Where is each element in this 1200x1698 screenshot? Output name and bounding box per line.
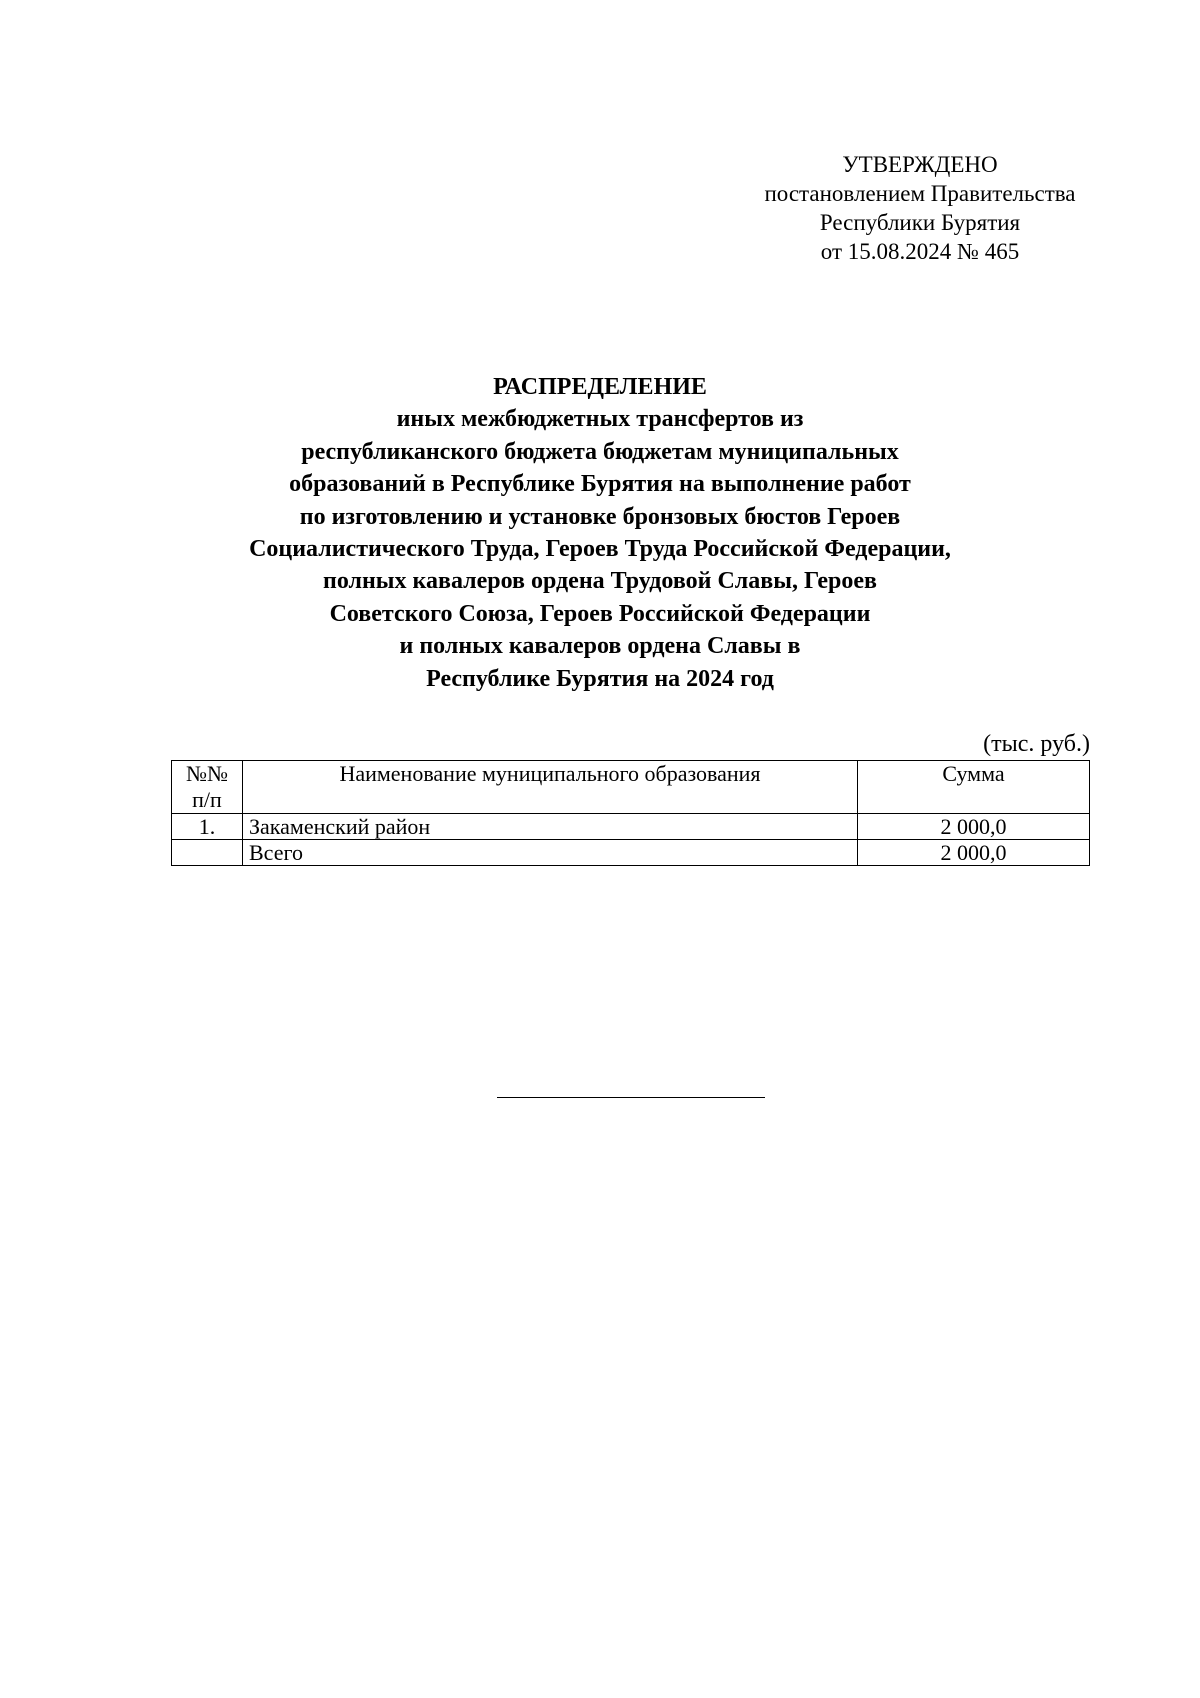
end-separator-line xyxy=(497,1097,765,1098)
approval-line: Республики Бурятия xyxy=(819,210,1021,235)
approval-stamp xyxy=(740,150,1100,266)
total-sum: 2 000,0 xyxy=(858,840,1090,866)
header-sum: Сумма xyxy=(858,761,1090,814)
approval-date-number: от 15.08.2024 № 465 xyxy=(820,239,1020,264)
units-label: (тыс. руб.) xyxy=(983,731,1090,757)
title-line: Советского Союза, Героев Российской Федерации xyxy=(329,600,871,627)
title-line: образований в Республике Бурятия на выполнение работ xyxy=(289,471,911,498)
row-name: Закаменский район xyxy=(243,814,858,840)
title-line: Республике Бурятия на 2024 год xyxy=(426,665,774,692)
distribution-table xyxy=(171,760,1090,866)
header-number-line2: п/п xyxy=(192,787,222,812)
header-number xyxy=(172,761,243,814)
title-heading: РАСПРЕДЕЛЕНИЕ xyxy=(493,374,707,400)
title-line: иных межбюджетных трансфертов из xyxy=(396,406,804,433)
title-line: Социалистического Труда, Героев Труда Российской Федерации, xyxy=(249,536,951,563)
row-number: 1. xyxy=(172,814,243,840)
title-line: и полных кавалеров ордена Славы в xyxy=(399,633,801,660)
title-line: по изготовлению и установке бронзовых бюстов Героев xyxy=(299,503,901,530)
total-number xyxy=(172,840,243,866)
total-name: Всего xyxy=(243,840,858,866)
row-sum: 2 000,0 xyxy=(858,814,1090,840)
table-row xyxy=(172,814,1090,840)
approval-line: постановлением Правительства xyxy=(764,181,1076,206)
document-title xyxy=(150,371,1050,695)
title-line: полных кавалеров ордена Трудовой Славы, Героев xyxy=(323,568,877,595)
table-total-row xyxy=(172,840,1090,866)
header-number-line1: №№ xyxy=(186,761,228,786)
table-header-row xyxy=(172,761,1090,814)
title-line: республиканского бюджета бюджетам муниципальных xyxy=(301,438,899,465)
approval-heading: УТВЕРЖДЕНО xyxy=(842,152,998,177)
header-name: Наименование муниципального образования xyxy=(243,761,858,814)
